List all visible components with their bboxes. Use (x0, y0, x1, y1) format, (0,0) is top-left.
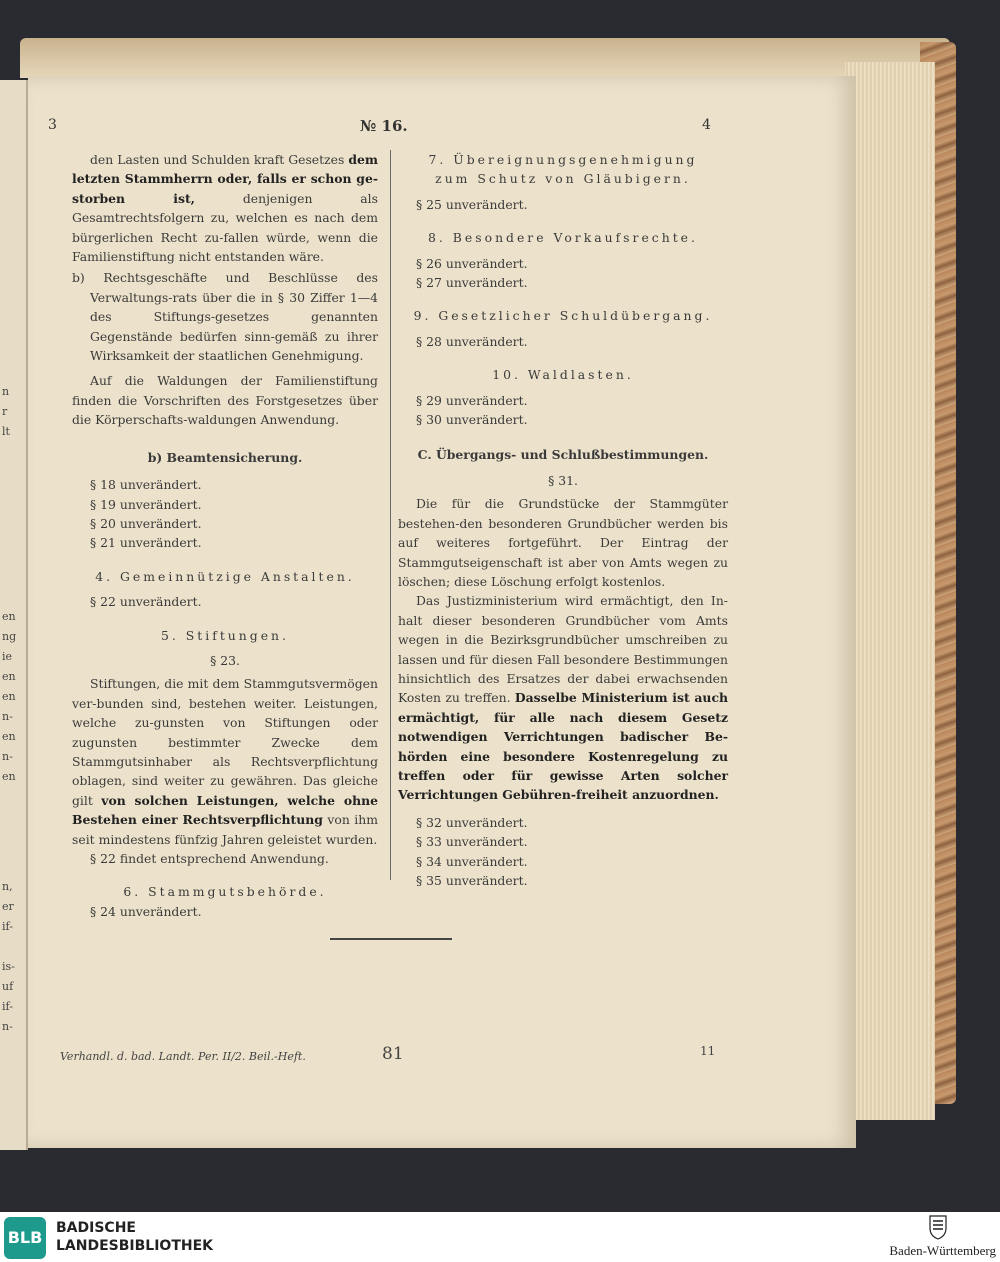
section-28: § 28 unverändert. (416, 333, 528, 349)
left-column (72, 150, 378, 921)
section-31-paragraph-1: Die für die Grundstücke der Stammgüter bestehen-den besonderen Grundbücher werden bis auf weiteres fortgeführt. Der Eintrag der Stammgutseigenschaft ist aber von Amts wegen zu löschen; diese Löschung erfolgt kostenlos. (398, 496, 728, 589)
left-page-fragment: er (2, 900, 14, 913)
heading-8: 8. Besondere Vorkaufsrechte. (428, 230, 698, 246)
heading-7: 7. Übereignungsgenehmigung zum Schutz von Gläubigern. (428, 152, 698, 187)
library-banner (0, 1212, 1000, 1262)
left-page-fragment: en (2, 730, 16, 743)
column-divider (390, 150, 391, 880)
left-page-fragment: r (2, 405, 8, 418)
right-page-number: 4 (702, 117, 711, 133)
left-page-fragment: ie (2, 650, 13, 663)
left-page-fragment: ng (2, 630, 17, 643)
section-20: § 20 unverändert. (90, 515, 202, 531)
page-stack (845, 62, 935, 1120)
item-b-label: b) (72, 270, 85, 286)
left-page-fragment: n, (2, 880, 13, 893)
heading-4: 4. Gemeinnützige Anstalten. (95, 568, 355, 584)
heading-9: 9. Gesetzlicher Schuldübergang. (413, 308, 713, 324)
section-26: § 26 unverändert. (416, 255, 528, 271)
section-23-text-a: Stiftungen, die mit dem Stammgutsvermögen ver-bunden sind, bestehen weiter. Leistungen, welche zu-gunsten von Stiftungen oder zugunsten bestimmter Zwecke dem Stammgutsinhaber als Rechtsverpflichtung oblagen, sind weiter zu gewähren. Das gleiche gilt (72, 676, 378, 808)
section-19: § 19 unverändert. (90, 496, 202, 512)
section-23-title: § 23. (210, 652, 240, 668)
section-35: § 35 unverändert. (416, 873, 528, 888)
section-18: § 18 unverändert. (90, 477, 202, 493)
section-23-text (72, 674, 378, 849)
section-22-reference: § 22 findet entsprechend Anwendung. (90, 851, 329, 866)
section-31-paragraph-2-bold: Dasselbe Ministerium ist auch ermächtigt, für alle nach diesem Gesetz notwendigen Verrichtungen badischer Be-hörden eine besondere Kostenregelung zu treffen oder für gewisse Arten solcher Verrichtungen Gebühren-freiheit anzuordnen. (398, 690, 728, 803)
issue-title: № 16. (360, 117, 408, 135)
section-31-paragraph-2-text: Das Justizministerium wird ermächtigt, den In-halt dieser besonderen Grundbücher vom Amts wegen in die Bezirksgrundbücher umschreiben zu lassen und für diesen Fall besondere Bestimmungen hinsichtlich des Ersatzes der dabei erwachsenden Kosten zu treffen. (398, 593, 728, 706)
left-page-fragment: en (2, 770, 16, 783)
left-page-fragment: n- (2, 750, 13, 763)
left-page-fragment: if- (2, 1000, 13, 1013)
left-page-fragment: en (2, 610, 16, 623)
blb-logo[interactable]: BLB (4, 1217, 46, 1259)
section-23-text-bold: von solchen Leistungen, welche ohne Bestehen einer Rechtsverpflichtung (72, 792, 378, 828)
section-32: § 32 unverändert. (416, 814, 528, 830)
book-top-edge (20, 38, 950, 78)
intro-text-1: den Lasten und Schulden kraft Gesetzes (90, 152, 345, 167)
intro-bold-1: dem letzten Stammherrn oder, falls er schon ge- (72, 152, 378, 187)
section-21: § 21 unverändert. (90, 535, 202, 551)
heading-10: 10. Waldlasten. (492, 367, 634, 383)
section-33: § 33 unverändert. (416, 834, 528, 850)
forest-paragraph: Auf die Waldungen der Familienstiftung finden die Vorschriften des Forstgesetzes über die Körperschafts-waldungen Anwendung. (72, 373, 378, 428)
section-31-title: § 31. (548, 472, 578, 488)
library-name-line-1: BADISCHE (56, 1220, 136, 1236)
footer-source: Verhandl. d. bad. Landt. Per. II/2. Beil.-Heft. (60, 1050, 306, 1063)
intro-paragraph (72, 150, 378, 266)
section-23-text-b: von ihm seit mindestens fünfzig Jahren geleistet wurden. (72, 812, 378, 847)
left-page-fragment: n (2, 385, 10, 398)
item-b-text: Rechtsgeschäfte und Beschlüsse des Verwaltungs-rats über die in § 30 Ziffer 1—4 des Stiftungs-gesetzes genannten Gegenstände bedürfen sinn-gemäß zu ihrer Wirksamkeit der staatlichen Genehmigung. (90, 270, 378, 364)
section-24: § 24 unverändert. (90, 903, 202, 919)
section-25: § 25 unverändert. (416, 196, 528, 212)
heading-c: C. Übergangs- und Schlußbestimmungen. (417, 447, 709, 463)
footer-page-number: 81 (382, 1044, 404, 1064)
left-page-fragment: n- (2, 710, 13, 723)
left-page-edge (0, 80, 28, 1150)
library-name-line-2: LANDESBIBLIOTHEK (56, 1238, 214, 1254)
section-29: § 29 unverändert. (416, 392, 528, 408)
baden-wuerttemberg-crest-icon (928, 1214, 948, 1240)
left-page-fragment: lt (2, 425, 10, 438)
heading-5: 5. Stiftungen. (161, 627, 289, 643)
left-page-fragment: en (2, 690, 16, 703)
footer-sheet-number: 11 (700, 1044, 716, 1058)
heading-6: 6. Stammgutsbehörde. (123, 884, 327, 900)
right-column (398, 150, 728, 890)
intro-text-2: denjenigen als Gesamtrechtsfolgern zu, welchen es nach dem bürgerlichen Recht zu-fallen würde, wenn die Familienstiftung nicht entstanden wäre. (72, 190, 378, 265)
end-rule (330, 938, 452, 940)
section-30: § 30 unverändert. (416, 412, 528, 428)
left-page-fragment: n- (2, 1020, 13, 1033)
left-page-fragment: is- (2, 960, 15, 973)
section-34: § 34 unverändert. (416, 853, 528, 869)
baden-wuerttemberg-label[interactable]: Baden-Württemberg (889, 1243, 996, 1258)
left-page-number: 3 (48, 117, 57, 133)
section-27: § 27 unverändert. (416, 275, 528, 291)
section-22: § 22 unverändert. (90, 594, 202, 610)
intro-bold-2: storben ist, (72, 190, 195, 206)
heading-beamtensicherung: b) Beamtensicherung. (147, 449, 303, 465)
item-b (72, 268, 378, 365)
left-page-fragment: en (2, 670, 16, 683)
left-page-fragment: uf (2, 980, 14, 993)
left-page-fragment: if- (2, 920, 13, 933)
section-31-paragraph-2 (398, 591, 728, 804)
